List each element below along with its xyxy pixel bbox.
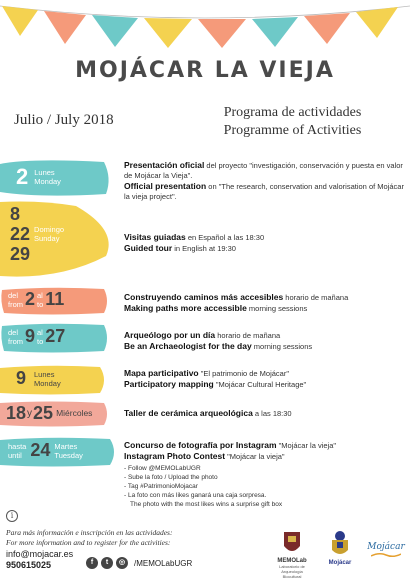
- event-title-es: Visitas guiadas: [124, 232, 186, 242]
- date-label-en: Tuesday: [54, 450, 83, 460]
- info-text-es: Para más información e inscripción en las actividades:: [6, 528, 173, 537]
- programme-heading: [190, 104, 395, 140]
- info-text-en: For more information and to register for the activities:: [6, 538, 171, 547]
- range-pre-en: from: [8, 299, 23, 309]
- info-text: [6, 528, 172, 548]
- event-desc-en: on "The research, conservation and valorisation of Mojácar la vieja project".: [124, 182, 404, 201]
- range-end: 11: [45, 289, 65, 309]
- event-instagram-contest: [124, 440, 406, 509]
- date-label-es: Miércoles: [56, 408, 93, 418]
- range-pre-en: from: [8, 336, 23, 346]
- contest-bullet: - La foto con más likes ganará una caja sorpresa.: [124, 492, 267, 499]
- event-desc-en: morning sessions: [246, 304, 308, 313]
- date-number-8: 8: [10, 204, 21, 224]
- range-pre-es: del: [8, 290, 19, 300]
- event-presentation: [124, 160, 406, 202]
- date-line: Julio / July 2018: [14, 112, 114, 128]
- until-pre-es: hasta: [8, 441, 27, 451]
- contest-bullet: - Follow @MEMOLabUGR: [124, 465, 201, 472]
- event-title-en: Official presentation: [124, 181, 207, 191]
- event-title-es: Construyendo caminos más accesibles: [124, 292, 284, 302]
- programme-line-es: Programa de actividades: [223, 105, 362, 120]
- memolab-logo-sub: Laboratorio de Arqueología Biocultural: [279, 564, 305, 579]
- event-desc-es: horario de mañana: [283, 293, 349, 302]
- date-number-29: 29: [10, 244, 31, 264]
- facebook-icon[interactable]: f: [86, 557, 98, 569]
- event-title-es: Taller de cerámica arqueológica: [124, 408, 253, 418]
- contact-phone[interactable]: 950615025: [6, 560, 52, 570]
- date-number: 9: [16, 368, 27, 388]
- date-number: 2: [16, 164, 29, 189]
- range-start: 9: [25, 326, 36, 346]
- social-handle[interactable]: /MEMOLabUGR: [134, 558, 193, 568]
- date-label-es: Lunes: [34, 369, 55, 379]
- contest-bullet: - Sube la foto / Upload the photo: [124, 474, 218, 481]
- event-title-en: Be an Archaeologist for the day: [124, 341, 252, 351]
- date-number-25: 25: [33, 403, 54, 423]
- programme-line-en: Programme of Activities: [223, 123, 362, 138]
- date-label-en: Sunday: [34, 234, 60, 243]
- date-and: y: [27, 408, 33, 419]
- event-title-es: Concurso de fotografía por Instagram: [124, 440, 277, 450]
- page-title: MOJÁCAR LA VIEJA: [75, 58, 335, 83]
- event-desc-es: "El patrimonio de Mojácar": [198, 369, 290, 378]
- date-number: 24: [30, 440, 51, 460]
- range-mid-es: al: [37, 327, 43, 337]
- contest-bullet: The photo with the most likes wins a surprise gift box: [130, 501, 283, 508]
- contact-block: [6, 549, 73, 571]
- mojacar-seal-text: Mojácar: [328, 560, 352, 566]
- event-desc-en: "Mojácar Cultural Heritage": [213, 380, 307, 389]
- date-label-es: Martes: [54, 441, 78, 451]
- event-title-en: Making paths more accessible: [124, 303, 247, 313]
- range-mid-en: to: [37, 336, 44, 346]
- date-number-22: 22: [10, 224, 31, 244]
- event-desc-en: "Mojácar la vieja": [225, 452, 285, 461]
- event-guided-tour: [124, 232, 406, 254]
- event-desc-es: a las 18:30: [252, 409, 292, 418]
- mojacar-tourism-logo: [364, 542, 408, 560]
- memolab-logo-text: MEMOLab: [277, 558, 307, 564]
- bunting-decoration: [0, 0, 410, 50]
- info-icon: i: [6, 510, 18, 522]
- event-participatory-map: [124, 368, 406, 390]
- social-links: [86, 557, 192, 569]
- event-desc-es: del proyecto "investigación, conservación y puesta en valor de Mojácar la Vieja".: [124, 161, 403, 180]
- date-label-es: Lunes: [34, 168, 55, 177]
- range-end: 27: [45, 326, 66, 346]
- event-title-es: Arqueólogo por un día: [124, 330, 216, 340]
- until-pre-en: until: [8, 450, 22, 460]
- range-mid-en: to: [37, 299, 44, 309]
- mojacar-seal-logo: [322, 530, 358, 566]
- event-ceramic-workshop: [124, 408, 406, 419]
- date-label-es: Domingo: [34, 225, 65, 234]
- contest-bullet: - Tag #PatrimonioMojacar: [124, 483, 198, 490]
- event-desc-en: in English at 19:30: [172, 244, 236, 253]
- event-title-en: Participatory mapping: [124, 379, 214, 389]
- event-title-en: Instagram Photo Contest: [124, 451, 226, 461]
- date-number-18: 18: [6, 403, 27, 423]
- event-desc-es: horario de mañana: [215, 331, 281, 340]
- event-archaeologist-day: [124, 330, 406, 352]
- date-label-en: Monday: [34, 378, 61, 388]
- twitter-icon[interactable]: t: [101, 557, 113, 569]
- event-desc-es: en Español a las 18:30: [185, 233, 265, 242]
- contact-email[interactable]: info@mojacar.es: [6, 549, 74, 559]
- event-desc-es: "Mojácar la vieja": [276, 441, 337, 450]
- event-accessible-paths: [124, 292, 406, 314]
- event-title-en: Guided tour: [124, 243, 173, 253]
- event-desc-en: morning sessions: [251, 342, 313, 351]
- event-title-es: Mapa participativo: [124, 368, 199, 378]
- mojacar-tourism-text: Mojácar: [367, 542, 405, 552]
- range-mid-es: al: [37, 290, 43, 300]
- event-title-es: Presentación oficial: [124, 160, 205, 170]
- date-label-en: Monday: [34, 177, 61, 186]
- memolab-logo: [272, 530, 312, 579]
- range-start: 2: [25, 289, 36, 309]
- range-pre-es: del: [8, 327, 19, 337]
- instagram-icon[interactable]: ◎: [116, 557, 128, 569]
